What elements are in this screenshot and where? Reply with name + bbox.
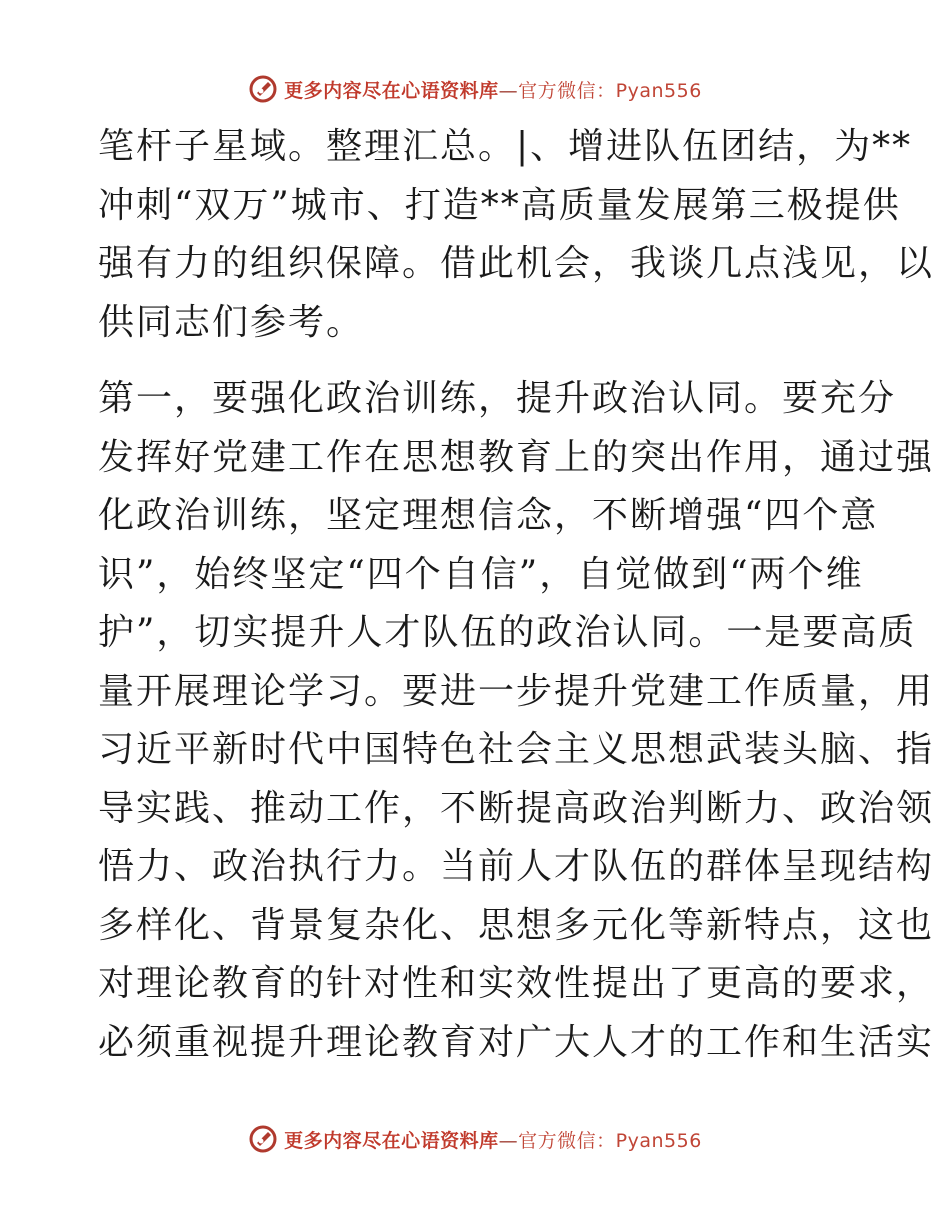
footer-text: [284, 1126, 702, 1153]
text-line: 第一，要强化政治训练，提升政治认同。要充分: [98, 378, 897, 419]
text-line: 护”，切实提升人才队伍的政治认同。一是要高质: [98, 612, 917, 653]
text-line: 多样化、背景复杂化、思想多元化等新特点，这也: [98, 904, 935, 946]
logo-icon: [248, 1124, 278, 1154]
header-banner: [0, 74, 950, 104]
text-line: 化政治训练，坚定理想信念，不断增强“四个意: [98, 495, 879, 536]
footer-library-text: 更多内容尽在心语资料库: [284, 1129, 499, 1152]
text-line: 笔杆子星域。整理汇总。|、增进队伍团结，为**: [98, 126, 913, 167]
header-text: [284, 76, 702, 103]
header-wechat-text: 官方微信：Pyan556: [518, 79, 702, 102]
text-line: 冲刺“双万”城市、打造**高质量发展第三极提供: [98, 184, 901, 226]
text-line: 发挥好党建工作在思想教育上的突出作用，通过强: [98, 436, 935, 478]
header-separator: —: [498, 79, 519, 102]
text-line: 对理论教育的针对性和实效性提出了更高的要求，: [98, 963, 935, 1004]
text-line: 识”，始终坚定“四个自信”，自觉做到“两个维: [98, 553, 864, 595]
header-library-text: 更多内容尽在心语资料库: [284, 79, 499, 102]
paragraph-2: [98, 370, 935, 1072]
footer-wechat-text: 官方微信：Pyan556: [518, 1129, 702, 1152]
footer-separator: —: [498, 1129, 519, 1152]
footer-banner: [0, 1124, 950, 1154]
text-line: 强有力的组织保障。借此机会，我谈几点浅见，以: [98, 243, 935, 284]
paragraph-1: [98, 118, 935, 352]
text-line: 必须重视提升理论教育对广大人才的工作和生活实: [98, 1021, 935, 1063]
text-line: 习近平新时代中国特色社会主义思想武装头脑、指: [98, 729, 935, 770]
logo-icon: [248, 74, 278, 104]
text-line: 导实践、推动工作，不断提高政治判断力、政治领: [98, 787, 935, 829]
document-body: [98, 118, 935, 1072]
text-line: 量开展理论学习。要进一步提升党建工作质量，用: [98, 670, 935, 712]
paragraph-gap: [98, 352, 850, 370]
text-line: 供同志们参考。: [98, 301, 365, 343]
text-line: 悟力、政治执行力。当前人才队伍的群体呈现结构: [98, 846, 935, 887]
